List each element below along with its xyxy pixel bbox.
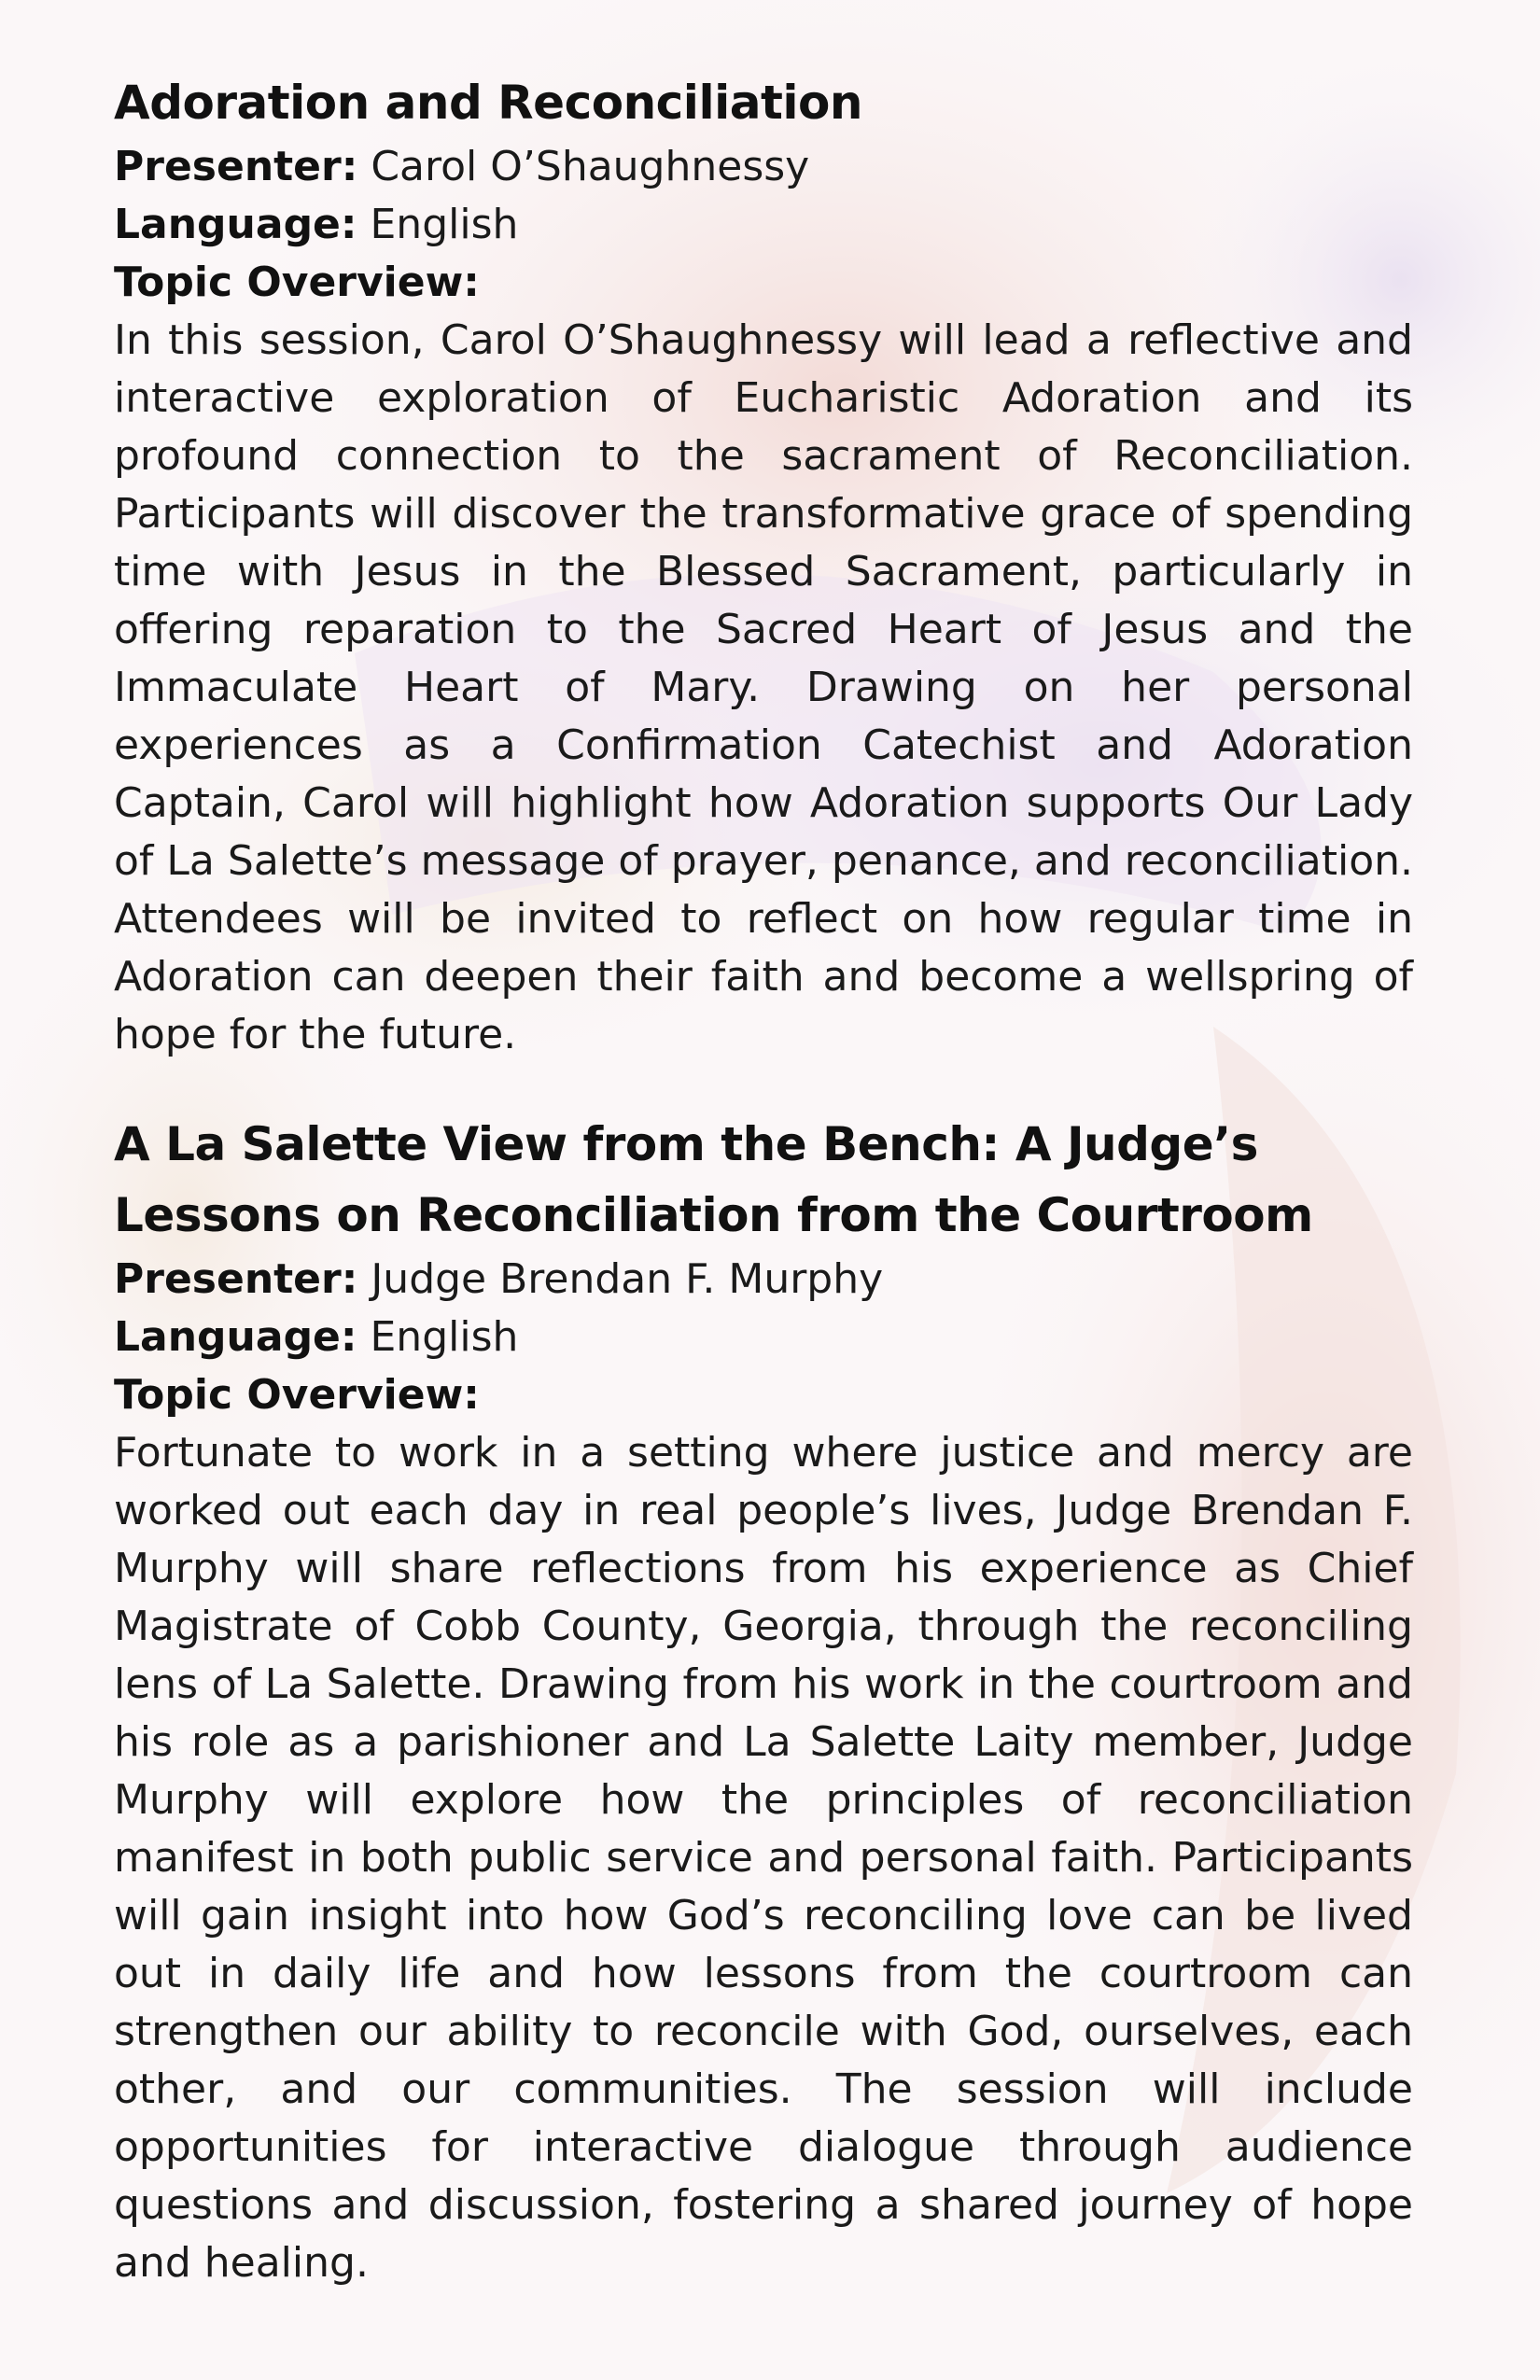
language-value: English (370, 1313, 519, 1361)
presenter-label: Presenter: (114, 1255, 358, 1303)
overview-label: Topic Overview: (114, 259, 480, 306)
presenter-name: Judge Brendan F. Murphy (371, 1255, 884, 1303)
overview-label-line (114, 254, 1413, 312)
language-label: Language: (114, 1313, 357, 1361)
session-la-salette-bench (114, 1109, 1413, 2292)
overview-label-line (114, 1366, 1413, 1424)
language-line (114, 196, 1413, 254)
overview-label: Topic Overview: (114, 1371, 480, 1419)
topic-overview-text: Fortunate to work in a setting where justice and mercy are worked out each day in real people’s lives, Judge Brendan F. Murphy will share reflections from his experience as Chief Magistrate of Cobb County, Georgia, through the reconciling lens of La Salette. Drawing from his work in the courtroom and his role as a parishioner and La Salette Laity member, Judge Murphy will explore how the principles of reconciliation manifest in both public service and personal faith. Participants will gain insight into how God’s reconciling love can be lived out in daily life and how lessons from the courtroom can strengthen our ability to reconcile with God, ourselves, each other, and our communities. The session will include opportunities for interactive dialogue through audience questions and discussion, fostering a shared journey of hope and healing. (114, 1429, 1413, 2287)
session-title: A La Salette View from the Bench: A Judge’s Lessons on Reconciliation from the Courtroom (114, 1117, 1313, 1242)
session-adoration (114, 67, 1413, 1064)
language-line (114, 1309, 1413, 1366)
presenter-label: Presenter: (114, 143, 358, 190)
presenter-name: Carol O’Shaughnessy (371, 143, 810, 190)
language-value: English (370, 201, 519, 248)
presenter-line (114, 1251, 1413, 1309)
session-title: Adoration and Reconciliation (114, 76, 862, 130)
language-label: Language: (114, 201, 357, 248)
page-content (114, 67, 1413, 2292)
topic-overview-text: In this session, Carol O’Shaughnessy will lead a reflective and interactive exploration of Eucharistic Adoration and its profound connection to the sacrament of Reconciliation. Participants will discover the transformative grace of spending time with Jesus in the Blessed Sacrament, particularly in offering reparation to the Sacred Heart of Jesus and the Immaculate Heart of Mary. Drawing on her personal experiences as a Confirmation Catechist and Adoration Captain, Carol will highlight how Adoration supports Our Lady of La Salette’s message of prayer, penance, and reconciliation. Attendees will be invited to reflect on how regular time in Adoration can deepen their faith and become a wellspring of hope for the future. (114, 316, 1413, 1058)
presenter-line (114, 138, 1413, 196)
